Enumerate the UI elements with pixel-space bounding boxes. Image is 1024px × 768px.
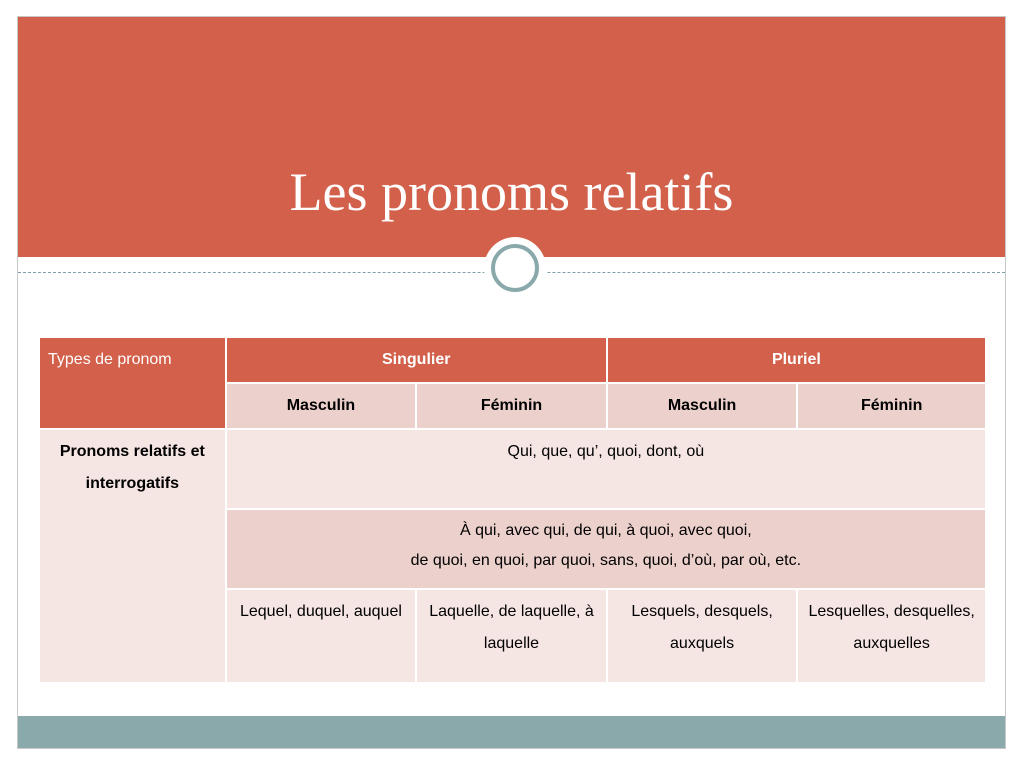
row-header-cell: Pronoms relatifs et interrogatifs	[39, 429, 226, 683]
pronouns-table	[38, 336, 987, 684]
subheader-singulier-feminin: Féminin	[416, 383, 607, 429]
slide	[17, 16, 1006, 749]
subheader-pluriel-feminin: Féminin	[797, 383, 986, 429]
subheader-singulier-masculin: Masculin	[226, 383, 417, 429]
group-header-pluriel: Pluriel	[607, 337, 986, 383]
row3-pluriel-feminin: Lesquelles, desquelles, auxquelles	[797, 589, 986, 683]
row2-line1: À qui, avec qui, de qui, à quoi, avec quoi,	[459, 522, 752, 539]
slide-title: Les pronoms relatifs	[289, 162, 734, 222]
table-group-header-row	[39, 337, 986, 383]
corner-header-cell: Types de pronom	[39, 337, 226, 429]
table-row	[39, 429, 986, 509]
row3-singulier-masculin: Lequel, duquel, auquel	[226, 589, 417, 683]
group-header-singulier: Singulier	[226, 337, 607, 383]
footer-band	[18, 716, 1005, 749]
row2-line2: de quoi, en quoi, par quoi, sans, quoi, d’où, par où, etc.	[410, 552, 802, 569]
row1-cell: Qui, que, qu’, quoi, dont, où	[226, 429, 986, 509]
row2-cell	[226, 509, 986, 589]
row3-pluriel-masculin: Lesquels, desquels, auxquels	[607, 589, 798, 683]
row3-singulier-feminin: Laquelle, de laquelle, à laquelle	[416, 589, 607, 683]
subheader-pluriel-masculin: Masculin	[607, 383, 798, 429]
divider-circle-icon	[491, 244, 539, 292]
